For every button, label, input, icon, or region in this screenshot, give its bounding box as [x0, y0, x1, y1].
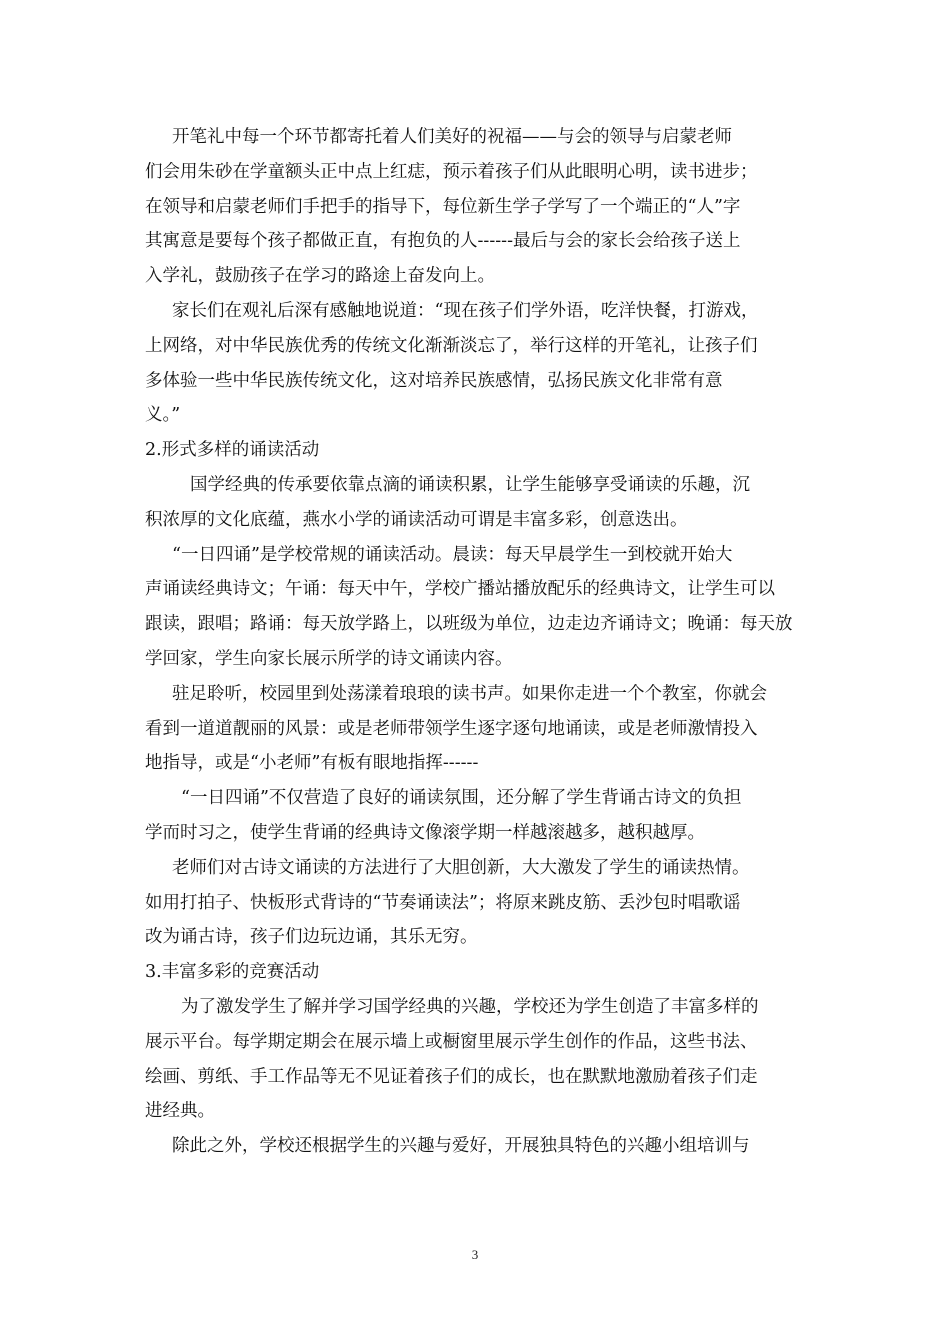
text-line: 其寓意是要每个孩子都做正直，有抱负的人------最后与会的家长会给孩子送上 — [145, 231, 741, 252]
paragraph-showcase-platform — [145, 990, 810, 1129]
section-heading-3: 3.丰富多彩的竞赛活动 — [145, 962, 320, 983]
document-body — [145, 120, 810, 1164]
text-line: 家长们在观礼后深有感触地说道：“现在孩子们学外语，吃洋快餐，打游戏， — [172, 300, 759, 321]
text-line: 跟读，跟唱；路诵：每天放学路上，以班级为单位，边走边齐诵诗文；晚诵：每天放 — [145, 614, 793, 635]
text-line: 国学经典的传承要依靠点滴的诵读积累，让学生能够享受诵读的乐趣，沉 — [190, 474, 750, 495]
text-line: 学而时习之，使学生背诵的经典诗文像滚学期一样越滚越多，越积越厚。 — [145, 822, 705, 843]
paragraph-parents-feedback — [145, 294, 810, 433]
paragraph-four-readings-effect — [145, 781, 810, 851]
text-line: 义。” — [145, 405, 181, 426]
text-line: 声诵读经典诗文；午诵：每天中午，学校广播站播放配乐的经典诗文，让学生可以 — [145, 579, 775, 600]
paragraph-opening-ceremony — [145, 120, 810, 294]
text-line: 多体验一些中华民族传统文化，这对培养民族感情，弘扬民族文化非常有意 — [145, 370, 723, 391]
text-line: 上网络，对中华民族优秀的传统文化渐渐淡忘了，举行这样的开笔礼，让孩子们 — [145, 335, 758, 356]
page-number: 3 — [471, 1247, 479, 1262]
text-line: 地指导，或是“小老师”有板有眼地指挥------ — [145, 753, 479, 774]
paragraph-four-readings — [145, 538, 810, 677]
text-line: “一日四诵”不仅营造了良好的诵读氛围，还分解了学生背诵古诗文的负担 — [181, 788, 742, 809]
text-line: 入学礼，鼓励孩子在学习的路途上奋发向上。 — [145, 266, 495, 287]
section-heading-2: 2.形式多样的诵读活动 — [145, 440, 320, 461]
text-line: 积浓厚的文化底蕴，燕水小学的诵读活动可谓是丰富多彩，创意迭出。 — [145, 509, 688, 530]
text-line: 开笔礼中每一个环节都寄托着人们美好的祝福——与会的领导与启蒙老师 — [172, 127, 732, 147]
text-line: 看到一道道靓丽的风景：或是老师带领学生逐字逐句地诵读，或是老师激情投入 — [145, 718, 758, 739]
text-line: 在领导和启蒙老师们手把手的指导下，每位新生学子学写了一个端正的“人”字 — [145, 196, 741, 217]
text-line: 进经典。 — [145, 1101, 215, 1122]
text-line: 绘画、剪纸、手工作品等无不见证着孩子们的成长，也在默默地激励着孩子们走 — [145, 1066, 758, 1087]
text-line: 老师们对古诗文诵读的方法进行了大胆创新，大大激发了学生的诵读热情。 — [172, 857, 750, 878]
text-line: 学回家，学生向家长展示所学的诗文诵读内容。 — [145, 648, 513, 669]
paragraph-campus-reading — [145, 677, 810, 781]
text-line: “一日四诵”是学校常规的诵读活动。晨读：每天早晨学生一到校就开始大 — [172, 544, 733, 565]
text-line: 如用打拍子、快板形式背诗的“节奏诵读法”；将原来跳皮筋、丢沙包时唱歌谣 — [145, 892, 741, 913]
paragraph-interest-groups — [145, 1129, 810, 1164]
text-line: 驻足聆听，校园里到处荡漾着琅琅的读书声。如果你走进一个个教室，你就会 — [172, 683, 767, 704]
paragraph-classics-reading — [145, 468, 810, 538]
text-line: 展示平台。每学期定期会在展示墙上或橱窗里展示学生创作的作品，这些书法、 — [145, 1031, 758, 1052]
text-line: 除此之外，学校还根据学生的兴趣与爱好，开展独具特色的兴趣小组培训与 — [172, 1136, 750, 1157]
text-line: 为了激发学生了解并学习国学经典的兴趣，学校还为学生创造了丰富多样的 — [181, 996, 759, 1017]
text-line: 们会用朱砂在学童额头正中点上红痣，预示着孩子们从此眼明心明，读书进步； — [145, 161, 758, 182]
paragraph-teacher-innovation — [145, 851, 810, 955]
text-line: 改为诵古诗，孩子们边玩边诵，其乐无穷。 — [145, 927, 478, 948]
